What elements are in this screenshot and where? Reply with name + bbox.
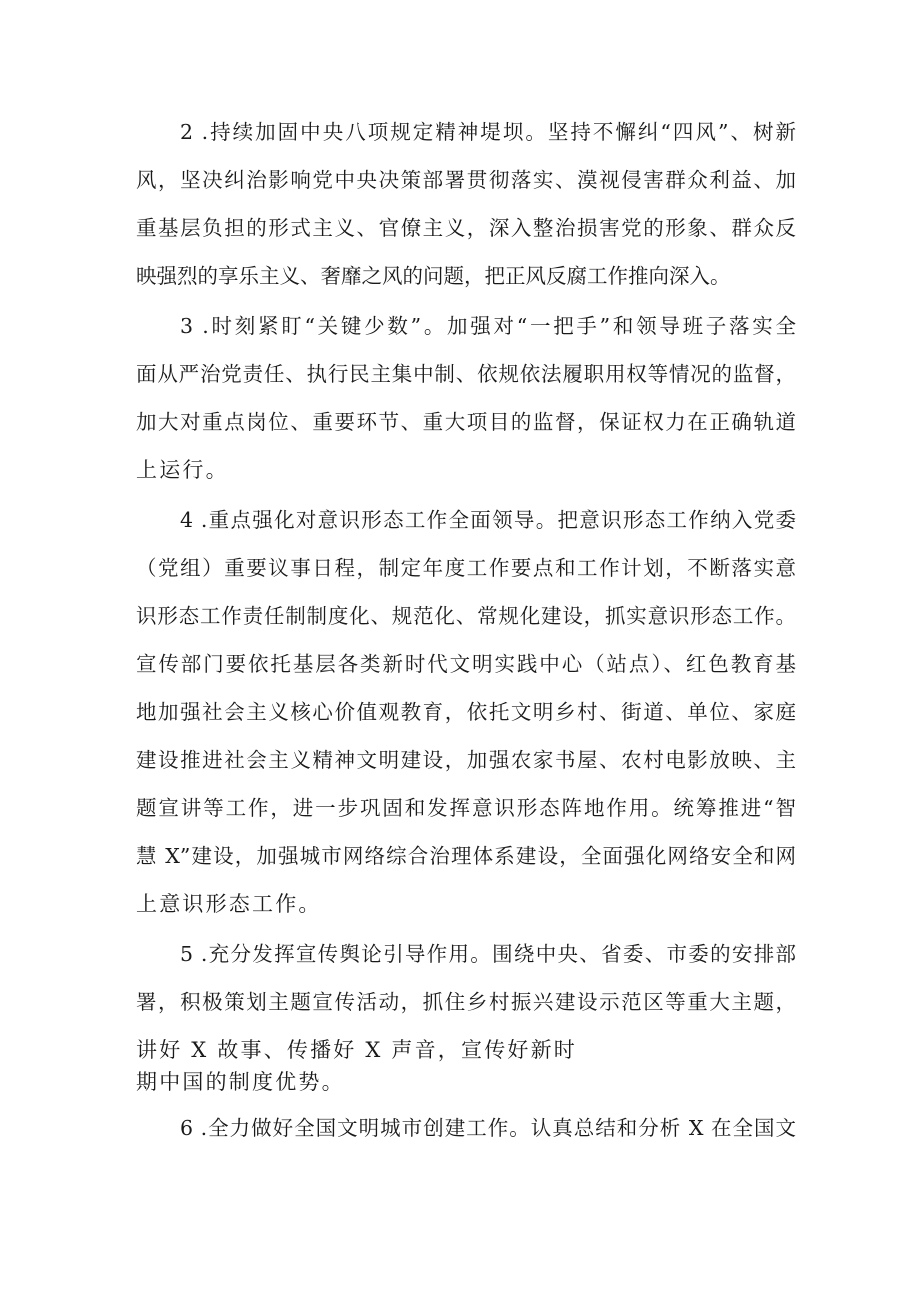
paragraph-5-line-2: 署，积极策划主题宣传活动，抓住乡村振兴建设示范区等重大主题， <box>136 990 796 1014</box>
paragraph-4-line-5: 地加强社会主义核心价值观教育，依托文明乡村、街道、单位、家庭 <box>136 700 796 724</box>
paragraph-5-line-4: 期中国的制度优势。 <box>136 1070 345 1094</box>
paragraph-4-line-1: 4 .重点强化对意识形态工作全面领导。把意识形态工作纳入党委 <box>180 508 796 532</box>
paragraph-2-line-1: 2 .持续加固中央八项规定精神堤坝。坚持不懈纠“四风”、树新 <box>180 120 796 144</box>
paragraph-2-line-4: 映强烈的享乐主义、奢靡之风的问题，把正风反腐工作推向深入。 <box>136 264 731 288</box>
paragraph-4-line-6: 建设推进社会主义精神文明建设，加强农家书屋、农村电影放映、主 <box>136 748 796 772</box>
paragraph-4-line-2: （党组）重要议事日程，制定年度工作要点和工作计划，不断落实意 <box>136 556 796 580</box>
paragraph-5-line-3: 讲好 X 故事、传播好 X 声音，宣传好新时 <box>136 1038 578 1062</box>
paragraph-4-line-3: 识形态工作责任制制度化、规范化、常规化建设，抓实意识形态工作。 <box>136 604 796 628</box>
paragraph-5-line-1: 5 .充分发挥宣传舆论引导作用。围绕中央、省委、市委的安排部 <box>180 942 796 966</box>
paragraph-3-line-1: 3 .时刻紧盯“关键少数”。加强对“一把手”和领导班子落实全 <box>180 314 796 338</box>
paragraph-4-line-4: 宣传部门要依托基层各类新时代文明实践中心（站点）、红色教育基 <box>136 652 796 676</box>
paragraph-2-line-3: 重基层负担的形式主义、官僚主义，深入整治损害党的形象、群众反 <box>136 216 796 240</box>
paragraph-4-line-7: 题宣讲等工作，进一步巩固和发挥意识形态阵地作用。统筹推进“智 <box>136 796 796 820</box>
paragraph-3-line-4: 上运行。 <box>136 458 229 482</box>
paragraph-4-line-8: 慧 X”建设，加强城市网络综合治理体系建设，全面强化网络安全和网 <box>136 844 796 868</box>
paragraph-6-line-1: 6 .全力做好全国文明城市创建工作。认真总结和分析 X 在全国文 <box>180 1116 796 1140</box>
paragraph-3-line-2: 面从严治党责任、执行民主集中制、依规依法履职用权等情况的监督， <box>136 362 796 386</box>
paragraph-2-line-2: 风，坚决纠治影响党中央决策部署贯彻落实、漠视侵害群众利益、加 <box>136 168 796 192</box>
paragraph-3-line-3: 加大对重点岗位、重要环节、重大项目的监督，保证权力在正确轨道 <box>136 410 796 434</box>
paragraph-4-line-9: 上意识形态工作。 <box>136 892 322 916</box>
